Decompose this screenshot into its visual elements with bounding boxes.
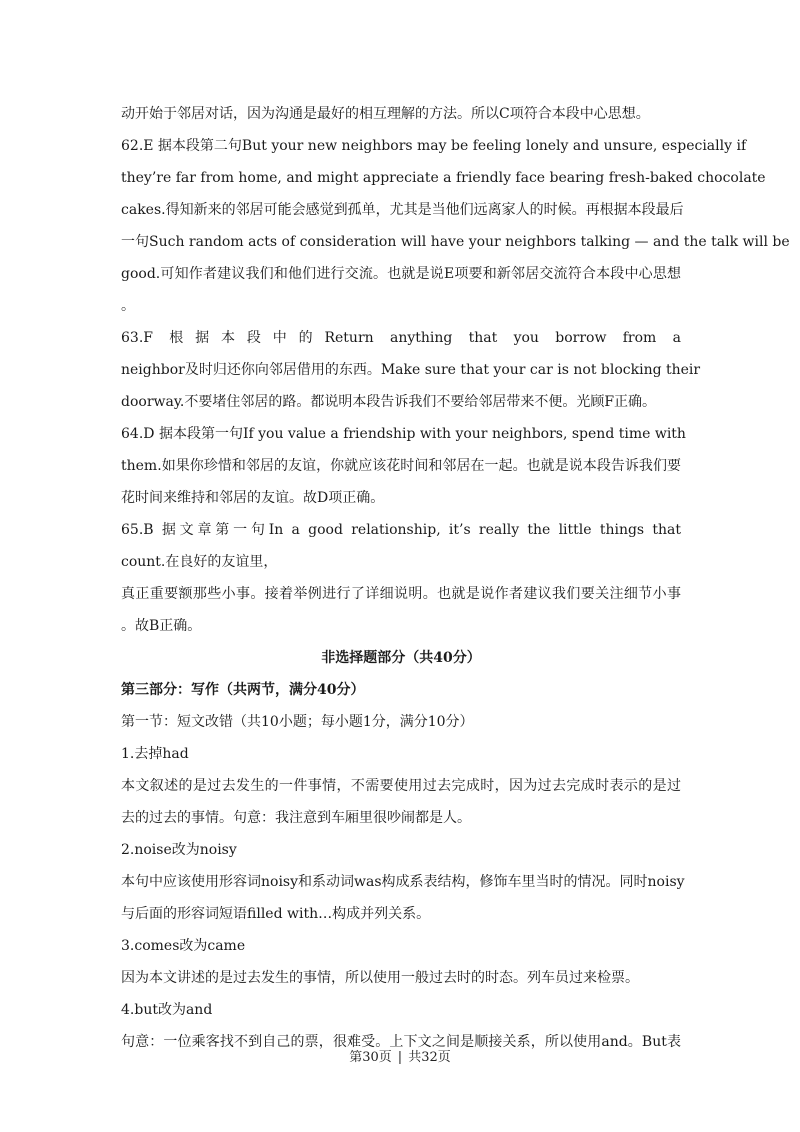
paragraph-65-line: 。故B正确。 (121, 618, 202, 634)
correction-item-2-text: 本句中应该使用形容词noisy和系动词was构成系表结构，修饰车里当时的情况。同时noisy (121, 874, 685, 890)
paragraph-62-line: they’re far from home, and might appreciate a friendly face bearing fresh-baked chocolate (121, 170, 766, 186)
correction-item-3-title: 3.comes改为came (121, 938, 246, 954)
footer-separator: | (397, 1050, 403, 1065)
answer-explanations (121, 98, 790, 1058)
paragraph-63-line: doorway.不要堵住邻居的路。都说明本段告诉我们不要给邻居带来不便。光顾F正确。 (121, 394, 657, 410)
paragraph-63-line: 63.F 根据本段中的Return anything that you borrow from a (121, 330, 681, 346)
paragraph-62-line: cakes.得知新来的邻居可能会感觉到孤单，尤其是当他们远离家人的时候。再根据本段最后 (121, 202, 684, 218)
paragraph-65-line: 65.B 据文章第一句In a good relationship, it’s really the little things that (121, 522, 681, 538)
paragraph-62-line: good.可知作者建议我们和他们进行交流。也就是说E项要和新邻居交流符合本段中心思想 (121, 266, 681, 282)
page-total: 共32页 (408, 1050, 451, 1065)
part3-heading: 第三部分：写作（共两节，满分40分） (121, 682, 365, 698)
correction-item-1-text: 本文叙述的是过去发生的一件事情，不需要使用过去完成时，因为过去完成时表示的是过 (121, 778, 681, 794)
paragraph-64-line: 64.D 据本段第一句If you value a friendship with your neighbors, spend time with (121, 426, 686, 442)
paragraph-64-line: 花时间来维持和邻居的友谊。故D项正确。 (121, 490, 385, 506)
paragraph-65-line: 真正重要额那些小事。接着举例进行了详细说明。也就是说作者建议我们要关注细节小事 (121, 586, 681, 602)
paragraph-61-end: 动开始于邻居对话，因为沟通是最好的相互理解的方法。所以C项符合本段中心思想。 (121, 106, 650, 122)
correction-item-4-title: 4.but改为and (121, 1002, 213, 1018)
page-footer (0, 1046, 800, 1065)
paragraph-62-line: 。 (121, 298, 135, 314)
correction-item-2-title: 2.noise改为noisy (121, 842, 237, 858)
paragraph-65-line: count.在良好的友谊里， (121, 554, 278, 570)
paragraph-63-line: neighbor及时归还你向邻居借用的东西。Make sure that your car is not blocking their (121, 362, 701, 378)
paragraph-62-line: 62.E 据本段第二句But your new neighbors may be feeling lonely and unsure, especially if (121, 138, 747, 154)
correction-item-4-text: 句意：一位乘客找不到自己的票，很难受。上下文之间是顺接关系，所以使用and。But表 (121, 1034, 681, 1050)
section1-heading: 第一节：短文改错（共10小题；每小题1分，满分10分） (121, 714, 474, 730)
page-number: 第30页 (349, 1050, 392, 1065)
correction-item-1-title: 1.去掉had (121, 746, 189, 762)
section-heading: 非选择题部分（共40分） (321, 650, 481, 666)
correction-item-3-text: 因为本文讲述的是过去发生的事情，所以使用一般过去时的时态。列车员过来检票。 (121, 970, 639, 986)
correction-item-2-text: 与后面的形容词短语filled with…构成并列关系。 (121, 906, 431, 922)
paragraph-64-line: them.如果你珍惜和邻居的友谊，你就应该花时间和邻居在一起。也就是说本段告诉我们要 (121, 458, 681, 474)
paragraph-62-line: 一句Such random acts of consideration will have your neighbors talking — and the talk will be (121, 234, 790, 250)
correction-item-1-text: 去的过去的事情。句意：我注意到车厢里很吵闹都是人。 (121, 810, 471, 826)
